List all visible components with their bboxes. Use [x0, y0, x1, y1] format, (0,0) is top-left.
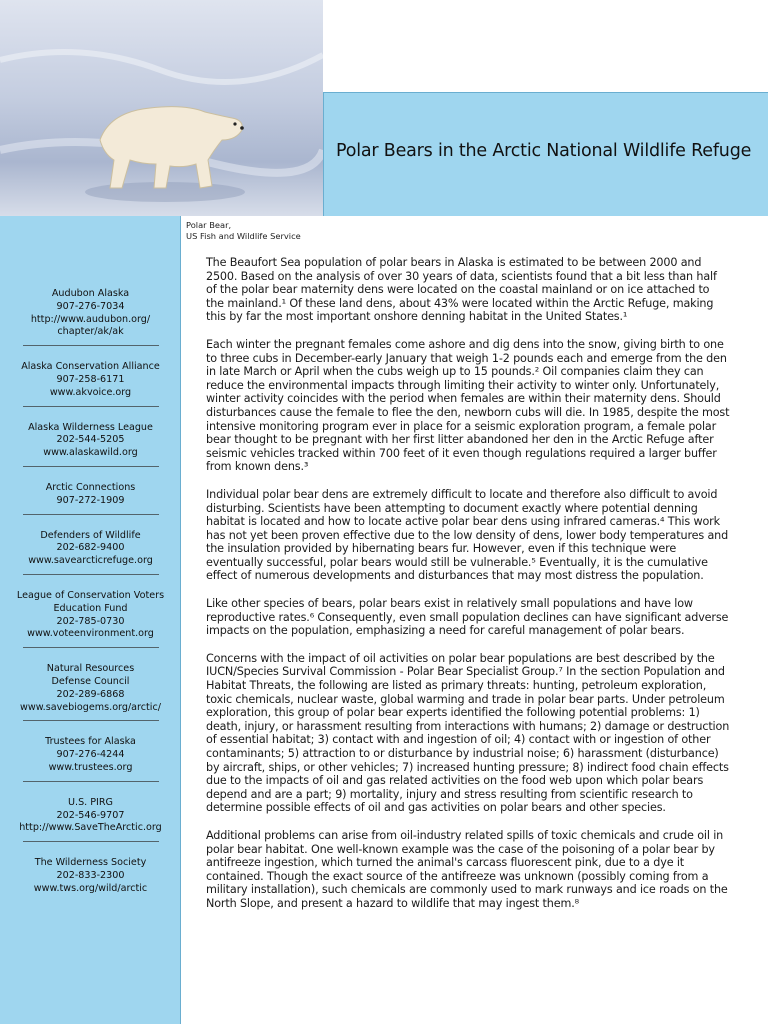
- article-body: [206, 256, 730, 925]
- contact-phone: 202-833-2300: [56, 869, 125, 881]
- sidebar: [0, 216, 181, 1024]
- contact-url[interactable]: www.alaskawild.org: [43, 447, 138, 459]
- contact-url[interactable]: www.trustees.org: [48, 761, 133, 773]
- contact-name: Arctic Connections: [45, 481, 136, 493]
- contact-nrdc: [0, 663, 181, 714]
- contact-url[interactable]: www.tws.org/wild/arctic: [33, 882, 148, 894]
- article-paragraph: Each winter the pregnant females come ashore and dig dens into the snow, giving birth to one to three cubs in December-early January that weigh 1-2 pounds each and emerge from the den in late March or April when the cubs weigh up to 15 pounds.² Oil companies claim they can reduce the environmental impacts through limiting their activity to winter only. Unfortunately, winter activity coincides with the period when females are within their maternity dens. Should disturbances cause the female to flee the den, newborn cubs will die. In 1985, despite the most intensive monitoring program ever in place for a seismic exploration program, a female polar bear thought to be pregnant with her first litter abandoned her den in the Arctic Refuge after seismic vehicles tracked within 700 feet of it even though regulations required a larger buffer from known dens.³: [206, 337, 730, 474]
- divider: [23, 406, 159, 408]
- contact-url[interactable]: chapter/ak/ak: [57, 326, 124, 338]
- contact-phone: 907-276-4244: [56, 749, 125, 761]
- article-paragraph: Additional problems can arise from oil-industry related spills of toxic chemicals and crude oil in polar bear habitat. One well-known example was the case of the poisoning of a polar bear by antifreeze ingestion, which turned the animal's carcass fluorescent pink, due to a dye it contained. Though the exact source of the antifreeze was unknown (possibly coming from a military installation), such chemicals are commonly used to mark runways and ice roads on the North Slope, and present a hazard to wildlife that may ingest them.⁸: [206, 828, 728, 910]
- divider: [23, 466, 159, 468]
- contact-phone: 907-272-1909: [56, 494, 125, 506]
- contact-url[interactable]: www.akvoice.org: [49, 386, 132, 398]
- contact-phone: 202-289-6868: [56, 688, 125, 700]
- page-title: Polar Bears in the Arctic National Wildlife Refuge: [336, 141, 752, 161]
- contact-url[interactable]: http://www.audubon.org/: [30, 313, 151, 325]
- contact-phone: 907-258-6171: [56, 373, 125, 385]
- divider: [23, 781, 159, 783]
- article-paragraph: Individual polar bear dens are extremely difficult to locate and therefore also difficult to avoid disturbing. Scientists have been attempting to document exactly where potential denning habitat is located and how to locate active polar bear dens using infrared cameras.⁴ This work has not yet been proven effective due to the low density of dens, lower body temperatures and the insulation provided by hibernating bears fur. However, even if this technique were eventually successful, polar bears would still be vulnerable.⁵ Eventually, it is the cumulative effect of numerous developments and disturbances that may most distress the population.: [206, 487, 729, 583]
- contact-defenders-of-wildlife: [0, 530, 181, 568]
- contact-arctic-connections: [0, 482, 181, 508]
- divider: [23, 345, 159, 347]
- contact-name: Defenders of Wildlife: [40, 529, 141, 541]
- contact-url[interactable]: http://www.SaveTheArctic.org: [19, 822, 162, 834]
- article-paragraph: The Beaufort Sea population of polar bears in Alaska is estimated to be between 2000 and 2500. Based on the analysis of over 30 years of data, scientists found that a bit less than half of the polar bear maternity dens were located on the coastal mainland or on ice attached to the mainland.¹ Of these land dens, about 43% were located within the Arctic Refuge, making this by far the most important onshore denning habitat in the United States.¹: [206, 256, 717, 324]
- contact-url[interactable]: www.savebiogems.org/arctic/: [20, 701, 161, 713]
- contact-audubon-alaska: [0, 288, 181, 339]
- contact-wilderness-society: [0, 857, 181, 895]
- article-paragraph: Like other species of bears, polar bears exist in relatively small populations and have low reproductive rates.⁶ Consequently, even small population declines can have significant adverse impacts on the population, emphasizing a need for careful management of polar bears.: [206, 597, 729, 638]
- contact-trustees-for-alaska: [0, 736, 181, 774]
- contact-name: Trustees for Alaska: [45, 736, 136, 748]
- contact-alaska-wilderness-league: [0, 422, 181, 460]
- contact-alaska-conservation-alliance: [0, 361, 181, 399]
- contact-name: Alaska Wilderness League: [28, 421, 153, 433]
- contact-name: Defense Council: [51, 675, 130, 687]
- photo-caption: [186, 220, 301, 241]
- divider: [23, 720, 159, 722]
- contact-name: League of Conservation Voters: [16, 589, 165, 601]
- contact-name: Alaska Conservation Alliance: [21, 361, 160, 373]
- divider: [23, 841, 159, 843]
- contact-phone: 907-276-7034: [56, 300, 125, 312]
- divider: [23, 574, 159, 576]
- contact-phone: 202-785-0730: [56, 615, 125, 627]
- divider: [23, 514, 159, 516]
- contact-phone: 202-544-5205: [56, 434, 125, 446]
- photo-caption-line: Polar Bear,: [186, 220, 232, 230]
- contact-name: Natural Resources: [46, 663, 135, 675]
- contact-name: The Wilderness Society: [34, 857, 147, 869]
- article-paragraph: Concerns with the impact of oil activities on polar bear populations are best described by the IUCN/Species Survival Commission - Polar Bear Specialist Group.⁷ In the section Population and Habitat Threats, the following are listed as primary threats: hunting, petroleum exploration, toxic chemicals, nuclear waste, global warming and trade in polar bear parts. Under petroleum exploration, this group of polar bear experts identified the following potential problems: 1) death, injury, or harassment resulting from interactions with humans; 2) damage or destruction of essential habitat; 3) contact with and ingestion of oil; 4) contact with or ingestion of other contaminants; 5) attraction to or disturbance by industrial noise; 6) harassment (disturbance) by aircraft, ships, or other vehicles; 7) increased hunting pressure; 8) indirect food chain effects due to the impacts of oil and gas related activities on the food web upon which polar bears depend and are a part; 9) mortality, injury and stress resulting from scientific research to determine possible effects of oil and gas activities on polar bears and other species.: [206, 651, 730, 815]
- divider: [23, 647, 159, 649]
- contact-url[interactable]: www.savearcticrefuge.org: [28, 555, 153, 567]
- polar-bear-icon: [0, 0, 323, 216]
- contact-phone: 202-682-9400: [56, 542, 125, 554]
- contact-list: [0, 288, 181, 896]
- contact-league-of-conservation-voters: [0, 590, 181, 641]
- contact-name: Audubon Alaska: [51, 288, 130, 299]
- title-band: [323, 92, 768, 216]
- polar-bear-photo: [0, 0, 323, 216]
- contact-us-pirg: [0, 797, 181, 835]
- contact-name: Education Fund: [53, 602, 128, 614]
- photo-caption-line: US Fish and Wildlife Service: [186, 230, 301, 241]
- contact-name: U.S. PIRG: [68, 796, 113, 808]
- contact-url[interactable]: www.voteenvironment.org: [27, 628, 154, 640]
- contact-phone: 202-546-9707: [56, 809, 125, 821]
